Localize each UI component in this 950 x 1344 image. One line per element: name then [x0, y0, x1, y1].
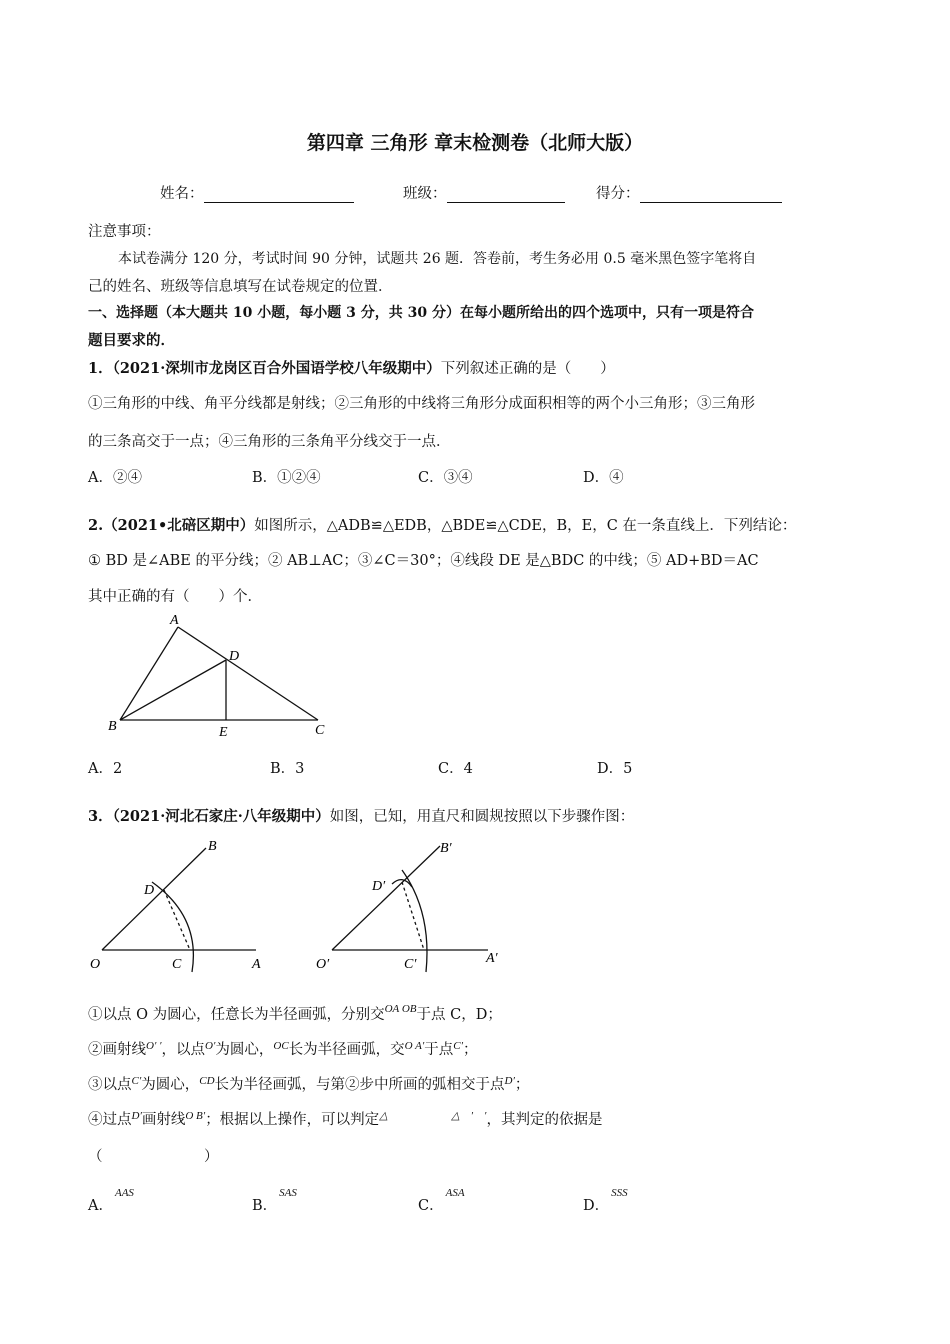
segment-bd: [120, 660, 226, 720]
q1-source: （2021·深圳市龙岗区百合外国语学校八年级期中）: [112, 360, 441, 377]
q3-step-4: [88, 1108, 602, 1129]
q3-step-1: [88, 1003, 502, 1024]
q3-step-4-symbol-4: △ ′ ′: [451, 1110, 487, 1122]
q3-step-3-symbol-1: C′: [131, 1075, 142, 1087]
fig2-label-o-prime: O′: [316, 957, 330, 972]
q3-step-2-text-b: ，以点: [161, 1042, 206, 1058]
q3-option-b[interactable]: [252, 1187, 297, 1215]
segment-ab: [120, 627, 178, 720]
q2-option-a[interactable]: A．2: [88, 761, 123, 777]
fig2-label-d-prime: D′: [372, 879, 386, 894]
q3-option-c[interactable]: [418, 1187, 465, 1215]
q3-step-4-symbol-3: △: [379, 1110, 388, 1122]
q2-triangle-figure: [100, 610, 340, 745]
q3-figure-original: [84, 832, 274, 977]
q2-line-3: 其中正确的有（ ）个．: [88, 589, 262, 605]
q3-option-a-letter: A．: [88, 1198, 113, 1214]
q3-step-3-symbol-3: D′: [504, 1075, 515, 1087]
q3-option-c-letter: C．: [418, 1198, 444, 1214]
class-blank[interactable]: [447, 188, 565, 203]
q3-step-3-text-b: 为圆心，: [141, 1077, 200, 1093]
q3-answer-paren: （ ）: [88, 1149, 219, 1165]
q3-step-3: [88, 1073, 529, 1094]
q2-option-d[interactable]: D．5: [597, 761, 633, 777]
label-d: D: [229, 649, 240, 664]
q3-step-4-text-c: ；根据以上操作，可以判定: [205, 1112, 380, 1128]
q2-option-b[interactable]: B．3: [270, 761, 305, 777]
q1-option-d[interactable]: D．④: [583, 470, 624, 486]
q3-step-2-text-a: ②画射线: [88, 1042, 146, 1058]
q3-step-4-symbol-1: D′: [131, 1110, 142, 1122]
fig2-label-a-prime: A′: [486, 951, 498, 966]
q1-line-2: 的三条高交于一点；④三角形的三条角平分线交于一点．: [88, 434, 451, 450]
q3-option-c-value: ASA: [445, 1187, 465, 1199]
label-a: A: [170, 613, 179, 628]
q3-step-4-text-b: 画射线: [141, 1112, 186, 1128]
q1-option-c[interactable]: C．③④: [418, 470, 473, 486]
fig1-label-b: B: [208, 839, 217, 854]
q3-figure-constructed: [310, 832, 520, 977]
label-b: B: [108, 719, 117, 734]
q3-step-2-text-f: ；: [463, 1042, 478, 1058]
page-title: 第四章 三角形 章末检测卷（北师大版）: [306, 132, 644, 154]
q3-source: （2021·河北石家庄·八年级期中）: [112, 808, 330, 825]
fig2-label-b-prime: B′: [440, 841, 452, 856]
q3-step-2-symbol-4: O A′: [404, 1040, 425, 1052]
q2-header: [88, 514, 796, 535]
q3-step-2-symbol-3: OC: [273, 1040, 289, 1052]
q3-step-3-text-a: ③以点: [88, 1077, 132, 1093]
q2-source: （2021•北碚区期中）: [103, 517, 255, 534]
q3-option-d-value: SSS: [611, 1187, 628, 1199]
class-label: 班级：: [403, 186, 447, 202]
q1-stem: 下列叙述正确的是（ ）: [440, 361, 615, 377]
q2-line-1: 如图所示，△ADB≌△EDB，△BDE≌△CDE，B，E，C 在一条直线上．下列结论：: [254, 518, 797, 534]
q3-step-1-symbol: OA OB: [384, 1003, 417, 1015]
q1-option-b[interactable]: B．①②④: [252, 470, 321, 486]
q1-number: 1．: [88, 360, 113, 377]
q3-step-2-symbol-1: O′ ′: [146, 1040, 162, 1052]
q3-step-4-text-a: ④过点: [88, 1112, 132, 1128]
q3-option-d[interactable]: [583, 1187, 628, 1215]
dashed-c-prime-d-prime: [402, 882, 424, 950]
q3-option-b-letter: B．: [252, 1198, 278, 1214]
notes-line-2: 己的姓名、班级等信息填写在试卷规定的位置．: [88, 279, 393, 295]
ray-o-prime-b-prime: [332, 846, 440, 950]
fig1-label-c: C: [172, 957, 182, 972]
label-c: C: [315, 723, 325, 738]
q3-step-4-text-d: ，其判定的依据是: [486, 1112, 603, 1128]
q3-step-2-text-c: 为圆心，: [215, 1042, 274, 1058]
q3-step-2-symbol-5: C′: [453, 1040, 464, 1052]
q3-step-2: [88, 1038, 478, 1059]
notes-heading: 注意事项：: [88, 224, 161, 240]
name-field[interactable]: [160, 182, 354, 203]
q3-option-b-value: SAS: [279, 1187, 297, 1199]
section1-heading-line-1: 一、选择题（本大题共 10 小题，每小题 3 分，共 30 分）在每小题所给出的四个选项中，只有一项是符合: [88, 305, 754, 321]
score-blank[interactable]: [640, 188, 782, 203]
q3-stem: 如图，已知，用直尺和圆规按照以下步骤作图：: [329, 809, 635, 825]
q3-step-2-text-d: 长为半径画弧，交: [288, 1042, 405, 1058]
q3-step-1-text-a: ①以点 O 为圆心，任意长为半径画弧，分别交: [88, 1007, 385, 1023]
score-field[interactable]: [596, 182, 782, 203]
q3-step-1-text-b: 于点 C，D；: [416, 1007, 502, 1023]
q1-option-a[interactable]: A．②④: [88, 470, 142, 486]
q3-number: 3．: [88, 808, 113, 825]
fig1-label-d: D: [144, 883, 155, 898]
fig2-label-c-prime: C′: [404, 957, 417, 972]
fig1-label-o: O: [90, 957, 101, 972]
label-e: E: [219, 725, 228, 740]
q3-option-a[interactable]: [88, 1187, 134, 1215]
section1-heading-line-2: 题目要求的．: [88, 332, 175, 349]
q3-step-2-symbol-2: O′: [205, 1040, 216, 1052]
segment-ac: [178, 627, 318, 720]
class-field[interactable]: [403, 182, 565, 203]
q3-step-3-text-c: 长为半径画弧，与第②步中所画的弧相交于点: [214, 1077, 505, 1093]
q3-step-3-symbol-2: CD: [199, 1075, 215, 1087]
fig1-label-a: A: [252, 957, 261, 972]
notes-line-1: 本试卷满分 120 分，考试时间 90 分钟，试题共 26 题．答卷前，考生务必用 0.5 毫米黑色签字笔将自: [118, 251, 757, 267]
q3-header: [88, 805, 634, 826]
name-label: 姓名：: [160, 186, 204, 202]
q3-step-3-text-d: ；: [514, 1077, 530, 1093]
q3-step-2-text-e: 于点: [424, 1042, 454, 1058]
q2-number: 2.: [88, 517, 104, 534]
q3-option-a-value: AAS: [114, 1187, 134, 1199]
q1-line-1: ①三角形的中线、角平分线都是射线；②三角形的中线将三角形分成面积相等的两个小三角形；③三角形: [88, 396, 755, 412]
q2-option-c[interactable]: C．4: [438, 761, 473, 777]
q2-line-2: ① BD 是∠ABE 的平分线；② AB⊥AC；③∠C＝30°；④线段 DE 是△BDC 的中线；⑤ AD+BD＝AC: [88, 553, 759, 569]
score-label: 得分：: [596, 186, 640, 202]
q3-step-4-symbol-2: O B′: [185, 1110, 206, 1122]
q3-option-d-letter: D．: [583, 1198, 610, 1214]
name-blank[interactable]: [204, 188, 354, 203]
q1-header: [88, 357, 615, 378]
